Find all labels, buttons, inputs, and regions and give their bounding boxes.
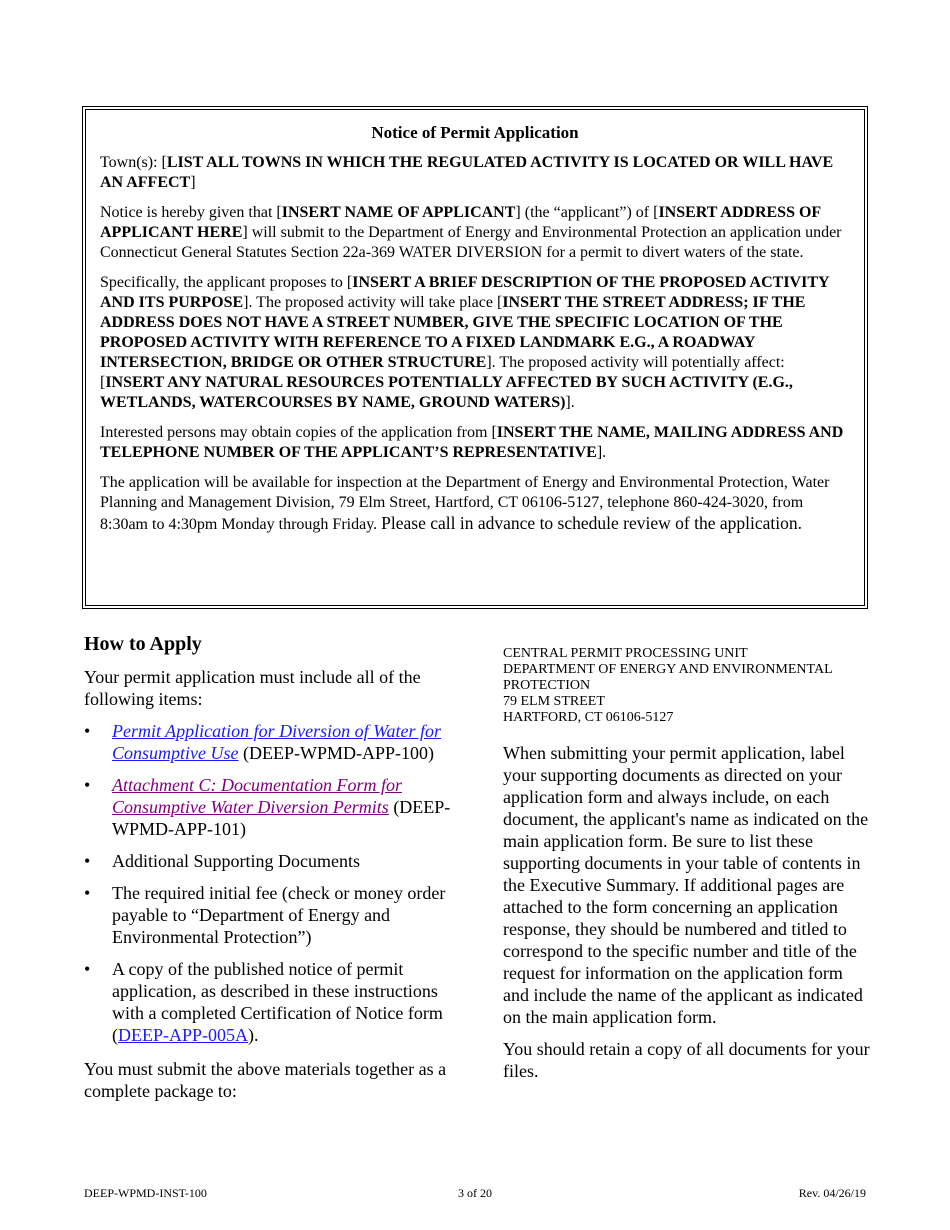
bullet-icon: • [84, 775, 91, 795]
submission-info-section [503, 646, 873, 1092]
required-items-list [84, 720, 454, 1046]
list-item: • A copy of the published notice of permit application, as described in these instructions with a completed Certification of Notice form (DEEP-APP-005A). [84, 959, 443, 1045]
notice-paragraph-inspection: The application will be available for inspection at the Department of Energy and Environmental Protection, Water Planning and Management Division, 79 Elm Street, Hartford, CT 06106-5127, telephone 860-424-3020, from 8:30am to 4:30pm Monday through Friday. Please call in advance to schedule review of the application. [100, 474, 830, 533]
bullet-icon: • [84, 721, 91, 741]
submit-closing-text: You must submit the above materials together as a complete package to: [84, 1059, 447, 1101]
how-to-apply-section [84, 632, 454, 1112]
retain-copy-note: You should retain a copy of all documents for your files. [503, 1039, 870, 1081]
notice-paragraph-applicant: Notice is hereby given that [INSERT NAME OF APPLICANT] (the “applicant”) of [INSERT ADDRESS OF APPLICANT HERE] will submit to the Department of Energy and Environmental Protection an application under Connecticut General Statutes Section 22a-369 WATER DIVERSION for a permit to divert waters of the state. [100, 204, 842, 261]
certification-form-link[interactable]: DEEP-APP-005A [118, 1025, 249, 1045]
permit-application-link[interactable]: Permit Application for Diversion of Water for Consumptive Use [112, 721, 441, 763]
footer-page-number: 3 of 20 [458, 1186, 492, 1200]
bullet-icon: • [84, 883, 91, 903]
notice-towns: Town(s): [LIST ALL TOWNS IN WHICH THE REGULATED ACTIVITY IS LOCATED OR WILL HAVE AN AFFECT] [100, 154, 834, 191]
notice-title: Notice of Permit Application [371, 123, 579, 142]
notice-paragraph-copies: Interested persons may obtain copies of the application from [INSERT THE NAME, MAILING ADDRESS AND TELEPHONE NUMBER OF THE APPLICANT’S REPRESENTATIVE]. [100, 424, 844, 461]
footer-revision: Rev. 04/26/19 [798, 1186, 866, 1200]
attachment-c-link[interactable]: Attachment C: Documentation Form for Consumptive Water Diversion Permits [112, 775, 402, 817]
mailing-address: CENTRAL PERMIT PROCESSING UNIT DEPARTMENT OF ENERGY AND ENVIRONMENTAL PROTECTION 79 ELM STREET HARTFORD, CT 06106-5127 [503, 646, 833, 725]
list-item: • Permit Application for Diversion of Water for Consumptive Use (DEEP-WPMD-APP-100) [84, 721, 441, 763]
list-item: • Attachment C: Documentation Form for Consumptive Water Diversion Permits (DEEP-WPMD-APP-101) [84, 775, 451, 839]
bullet-icon: • [84, 959, 91, 979]
how-to-apply-heading: How to Apply [84, 633, 202, 655]
bullet-icon: • [84, 851, 91, 871]
list-item: • Additional Supporting Documents [84, 851, 360, 871]
notice-box [82, 106, 868, 609]
footer-document-id: DEEP-WPMD-INST-100 [84, 1186, 207, 1200]
submission-instructions: When submitting your permit application, label your supporting documents as directed on your application form and always include, on each document, the applicant's name as indicated on the main application form. Be sure to list these supporting documents in your table of contents in the Executive Summary. If additional pages are attached to the form concerning an application response, they should be numbered and titled to correspond to the specific number and title of the request for information on the application form and include the name of the applicant as indicated on the main application form. [503, 743, 869, 1027]
list-item: • The required initial fee (check or money order payable to “Department of Energy and Environmental Protection”) [84, 883, 446, 947]
how-to-apply-intro: Your permit application must include all of the following items: [84, 667, 421, 709]
notice-paragraph-activity: Specifically, the applicant proposes to [INSERT A BRIEF DESCRIPTION OF THE PROPOSED ACTIVITY AND ITS PURPOSE]. The proposed activity will take place [INSERT THE STREET ADDRESS; IF THE ADDRESS DOES NOT HAVE A STREET NUMBER, GIVE THE SPECIFIC LOCATION OF THE PROPOSED ACTIVITY WITH REFERENCE TO A FIXED LANDMARK E.G., A ROADWAY INTERSECTION, BRIDGE OR OTHER STRUCTURE]. The proposed activity will potentially affect: [INSERT ANY NATURAL RESOURCES POTENTIALLY AFFECTED BY SUCH ACTIVITY (E.G., WETLANDS, WATERCOURSES BY NAME, GROUND WATERS)]. [100, 274, 829, 411]
